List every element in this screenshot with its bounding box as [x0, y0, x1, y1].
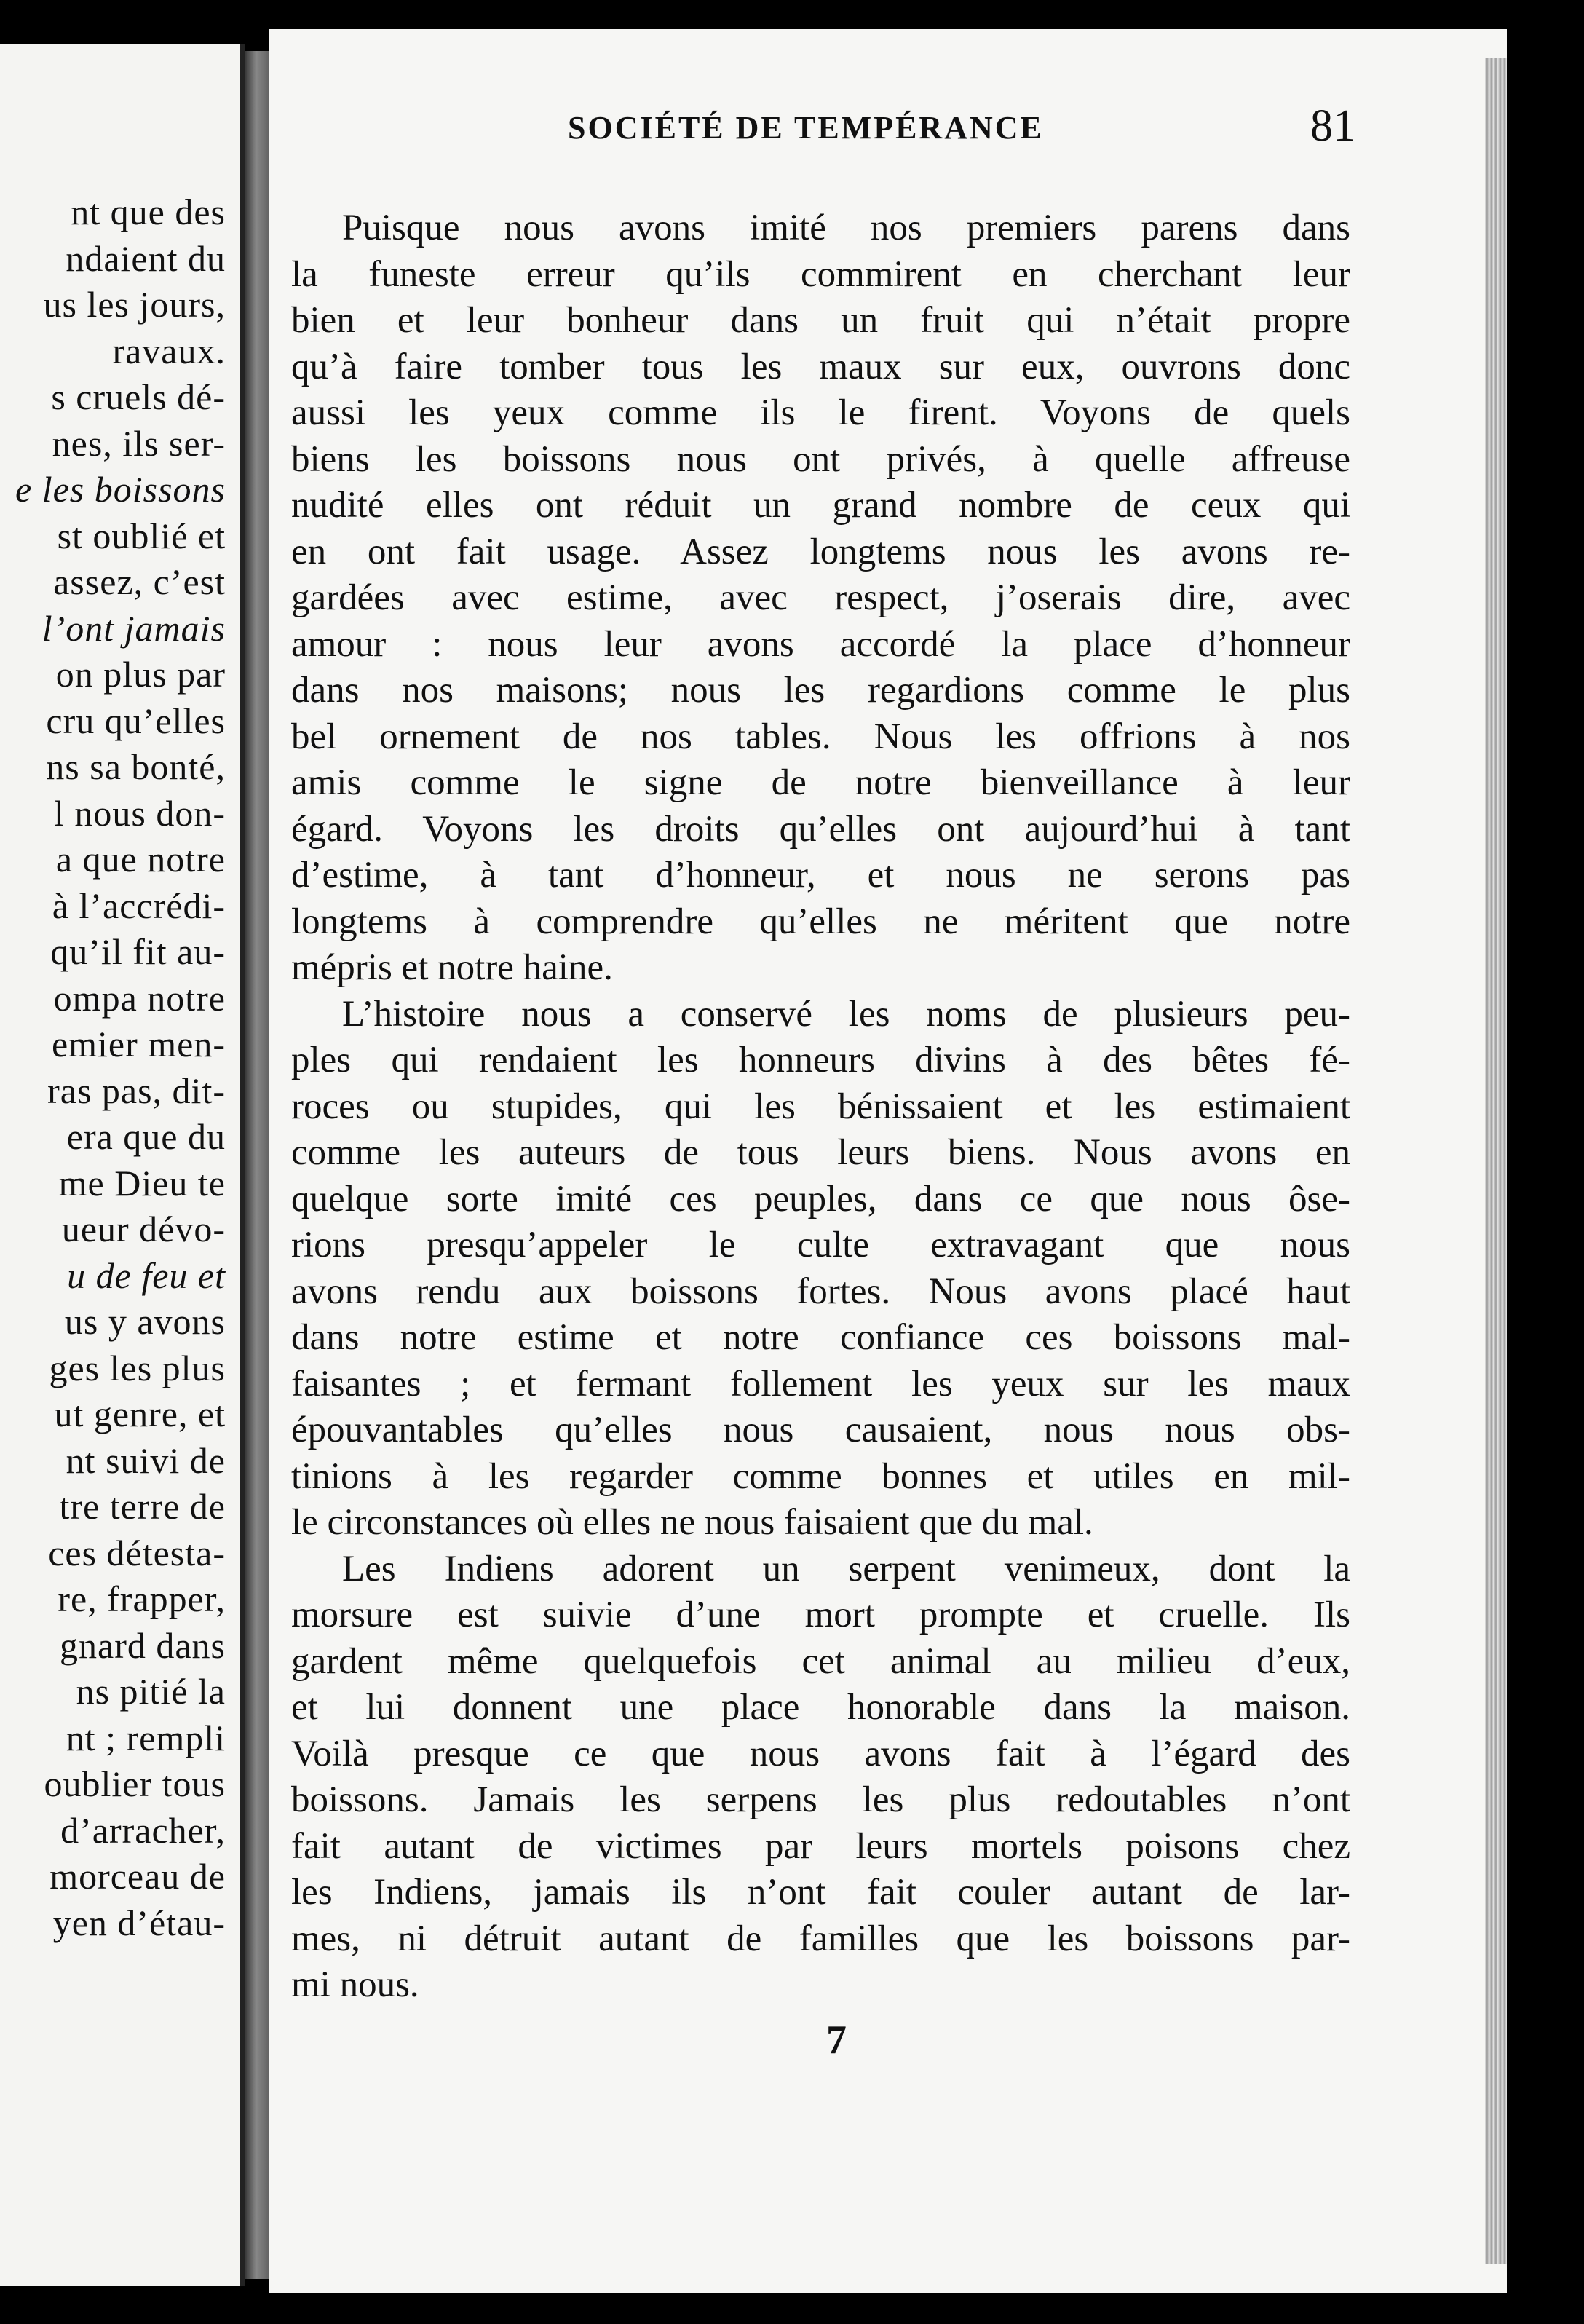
- left-page-text: [0, 189, 226, 1946]
- left-text-line: nt que des: [71, 191, 226, 232]
- text-line: dans nos maisons; nous les regardions comme le plus: [291, 670, 1350, 711]
- text-line: mépris et notre haine.: [291, 947, 613, 988]
- text-line: mes, ni détruit autant de familles que les boissons par-: [291, 1918, 1350, 1959]
- text-line: biens les boissons nous ont privés, à quelle affreuse: [291, 438, 1350, 480]
- text-line: comme les auteurs de tous leurs biens. Nous avons en: [291, 1132, 1350, 1173]
- text-line: Puisque nous avons imité nos premiers parens dans: [342, 208, 1350, 248]
- text-line: dans notre estime et notre confiance ces boissons mal-: [291, 1317, 1350, 1358]
- left-text-line: gnard dans: [60, 1624, 226, 1666]
- text-line: Les Indiens adorent un serpent venimeux, dont la: [342, 1548, 1350, 1589]
- page-edge: [1485, 58, 1507, 2264]
- text-line: et lui donnent une place honorable dans la maison.: [291, 1687, 1350, 1728]
- left-text-line: st oublié et: [57, 515, 226, 556]
- text-line: qu’à faire tomber tous les maux sur eux, ouvrons donc: [291, 346, 1350, 387]
- text-line: épouvantables qu’elles nous causaient, nous nous obs-: [291, 1410, 1350, 1450]
- left-text-line: tre terre de: [59, 1486, 226, 1527]
- left-text-line: l nous don-: [54, 792, 226, 834]
- left-text-line: re, frapper,: [58, 1578, 226, 1619]
- text-line: égard. Voyons les droits qu’elles ont aujourd’hui à tant: [291, 808, 1350, 850]
- left-text-line: l’ont jamais: [41, 607, 226, 649]
- left-text-line: cru qu’elles: [46, 700, 226, 741]
- left-text-line: yen d’étau-: [52, 1902, 226, 1943]
- running-head: SOCIÉTÉ DE TEMPÉRANCE: [568, 110, 1044, 146]
- text-line: quelque sorte imité ces peuples, dans ce que nous ôse-: [291, 1178, 1350, 1220]
- page-number: 81: [1310, 101, 1355, 151]
- text-line: amis comme le signe de notre bienveillance à leur: [291, 762, 1350, 803]
- left-text-line: e les boissons: [15, 469, 226, 510]
- left-text-line: qu’il fit au-: [50, 931, 226, 972]
- text-line: d’estime, à tant d’honneur, et nous ne serons pas: [291, 855, 1350, 896]
- left-text-line: ompa notre: [53, 977, 226, 1019]
- text-line: en ont fait usage. Assez longtems nous les avons re-: [291, 531, 1350, 572]
- left-text-line: on plus par: [55, 654, 226, 695]
- text-line: roces ou stupides, qui les bénissaient et les estimaient: [291, 1086, 1350, 1127]
- left-text-line: a que notre: [55, 839, 226, 880]
- text-line: tinions à les regarder comme bonnes et utiles en mil-: [291, 1455, 1350, 1497]
- text-line: mi nous.: [291, 1964, 419, 2005]
- text-line: longtems à comprendre qu’elles ne méritent que notre: [291, 901, 1350, 942]
- text-line: ples qui rendaient les honneurs divins à des bêtes fé-: [291, 1040, 1350, 1080]
- left-text-line: u de feu et: [67, 1254, 226, 1296]
- left-text-line: nt ; rempli: [66, 1717, 226, 1758]
- left-text-line: nes, ils ser-: [52, 422, 226, 464]
- text-line: bel ornement de nos tables. Nous les offrions à nos: [291, 716, 1350, 757]
- text-line: bien et leur bonheur dans un fruit qui n’était propre: [291, 300, 1350, 341]
- left-text-line: us les jours,: [43, 284, 226, 325]
- left-text-line: nt suivi de: [66, 1439, 226, 1481]
- text-line: morsure est suivie d’une mort prompte et cruelle. Ils: [291, 1594, 1350, 1635]
- text-line: fait autant de victimes par leurs mortels poisons chez: [291, 1825, 1350, 1867]
- left-text-line: ndaient du: [66, 237, 226, 279]
- left-text-line: ravaux.: [112, 330, 226, 371]
- left-text-line: s cruels dé-: [51, 376, 226, 417]
- left-text-line: ns pitié la: [76, 1671, 226, 1712]
- left-text-line: oublier tous: [44, 1763, 226, 1804]
- text-line: gardées avec estime, avec respect, j’oserais dire, avec: [291, 577, 1350, 618]
- text-line: L’histoire nous a conservé les noms de plusieurs peu-: [342, 993, 1350, 1035]
- left-page: [0, 44, 245, 2286]
- left-text-line: assez, c’est: [53, 561, 226, 602]
- text-line: boissons. Jamais les serpens les plus redoutables n’ont: [291, 1779, 1350, 1820]
- text-line: la funeste erreur qu’ils commirent en cherchant leur: [291, 253, 1350, 295]
- left-text-line: ras pas, dit-: [47, 1070, 226, 1111]
- signature-mark: 7: [826, 2017, 847, 2063]
- left-text-line: ns sa bonté,: [46, 746, 226, 787]
- left-text-line: me Dieu te: [58, 1162, 226, 1204]
- text-line: nudité elles ont réduit un grand nombre de ceux qui: [291, 485, 1350, 526]
- text-line: amour : nous leur avons accordé la place d’honneur: [291, 623, 1350, 665]
- text-line: les Indiens, jamais ils n’ont fait couler autant de lar-: [291, 1872, 1350, 1913]
- text-line: Voilà presque ce que nous avons fait à l’égard des: [291, 1733, 1350, 1774]
- left-text-line: emier men-: [51, 1024, 226, 1064]
- text-line: le circonstances où elles ne nous faisaient que du mal.: [291, 1502, 1093, 1543]
- text-line: faisantes ; et fermant follement les yeux sur les maux: [291, 1363, 1350, 1404]
- left-text-line: ut genre, et: [54, 1394, 226, 1434]
- text-line: rions presqu’appeler le culte extravagant que nous: [291, 1225, 1350, 1265]
- left-text-line: ces détesta-: [48, 1532, 226, 1573]
- left-text-line: us y avons: [64, 1301, 226, 1342]
- left-text-line: à l’accrédi-: [52, 885, 226, 926]
- text-line: gardent même quelquefois cet animal au milieu d’eux,: [291, 1640, 1350, 1682]
- left-text-line: ges les plus: [49, 1347, 226, 1388]
- left-text-line: ueur dévo-: [61, 1209, 226, 1249]
- left-text-line: d’arracher,: [60, 1809, 226, 1851]
- text-line: avons rendu aux boissons fortes. Nous avons placé haut: [291, 1270, 1350, 1312]
- left-text-line: morceau de: [50, 1856, 226, 1897]
- body-text: [291, 205, 1350, 2009]
- text-line: aussi les yeux comme ils le firent. Voyons de quels: [291, 392, 1350, 433]
- left-text-line: era que du: [66, 1116, 226, 1157]
